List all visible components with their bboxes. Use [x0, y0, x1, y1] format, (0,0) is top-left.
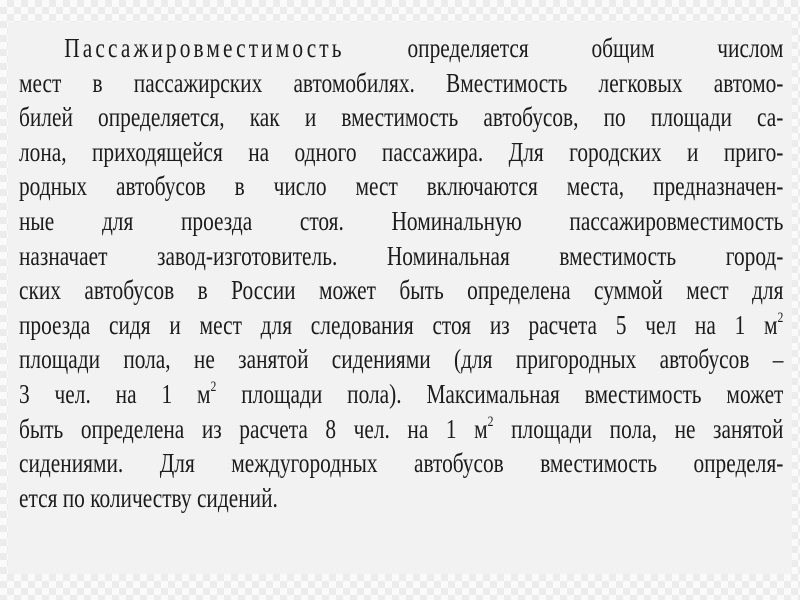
text-line-5: родных автобусов в число мест включаются места, предназначен- — [19, 171, 784, 202]
text-line-7: назначает завод-изготовитель. Номинальная вместимость город- — [19, 240, 784, 271]
text-line-11 — [19, 377, 783, 412]
text-line-6: ные для проезда стоя. Номинальную пассажировместимость — [19, 205, 784, 236]
text-line-2: мест в пассажирских автомобилях. Вместимость легковых автомо- — [19, 67, 784, 98]
text-line-11-b: площади пола). Максимальная вместимость может — [216, 378, 784, 409]
text-line-1 — [19, 31, 783, 66]
superscript-squared: 2 — [210, 378, 217, 395]
text-line-4: лона, приходящейся на одного пассажира. Для городских и приго- — [19, 136, 784, 167]
text-line-12-a: быть определена из расчета 8 чел. на 1 м — [19, 413, 488, 444]
text-line-12 — [19, 412, 783, 447]
text-line-12-b: площади пола, не занятой — [493, 413, 784, 444]
text-line-8: ских автобусов в России может быть определена суммой мест для — [19, 275, 784, 306]
text-line-9-text: проезда сидя и мест для следования стоя из расчета 5 чел на 1 м — [19, 309, 778, 340]
text-line-1-rest: определяется общим числом — [344, 33, 784, 63]
text-line-14: ется по количеству сидений. — [19, 482, 278, 513]
text-line-9 — [19, 308, 783, 343]
body-paragraph — [19, 31, 784, 515]
text-line-11-a: 3 чел. на 1 м — [19, 378, 211, 409]
superscript-squared: 2 — [487, 413, 494, 430]
text-line-10: площади пола, не занятой сидениями (для пригородных автобусов – — [19, 344, 784, 375]
text-line-13: сидениями. Для междугородных автобусов вместимость определя- — [19, 448, 784, 479]
superscript-squared: 2 — [777, 309, 784, 326]
text-page — [8, 22, 792, 574]
text-line-3: билей определяется, как и вместимость автобусов, по площади са- — [19, 102, 784, 133]
emphasized-term: Пассажировместимость — [64, 33, 345, 63]
